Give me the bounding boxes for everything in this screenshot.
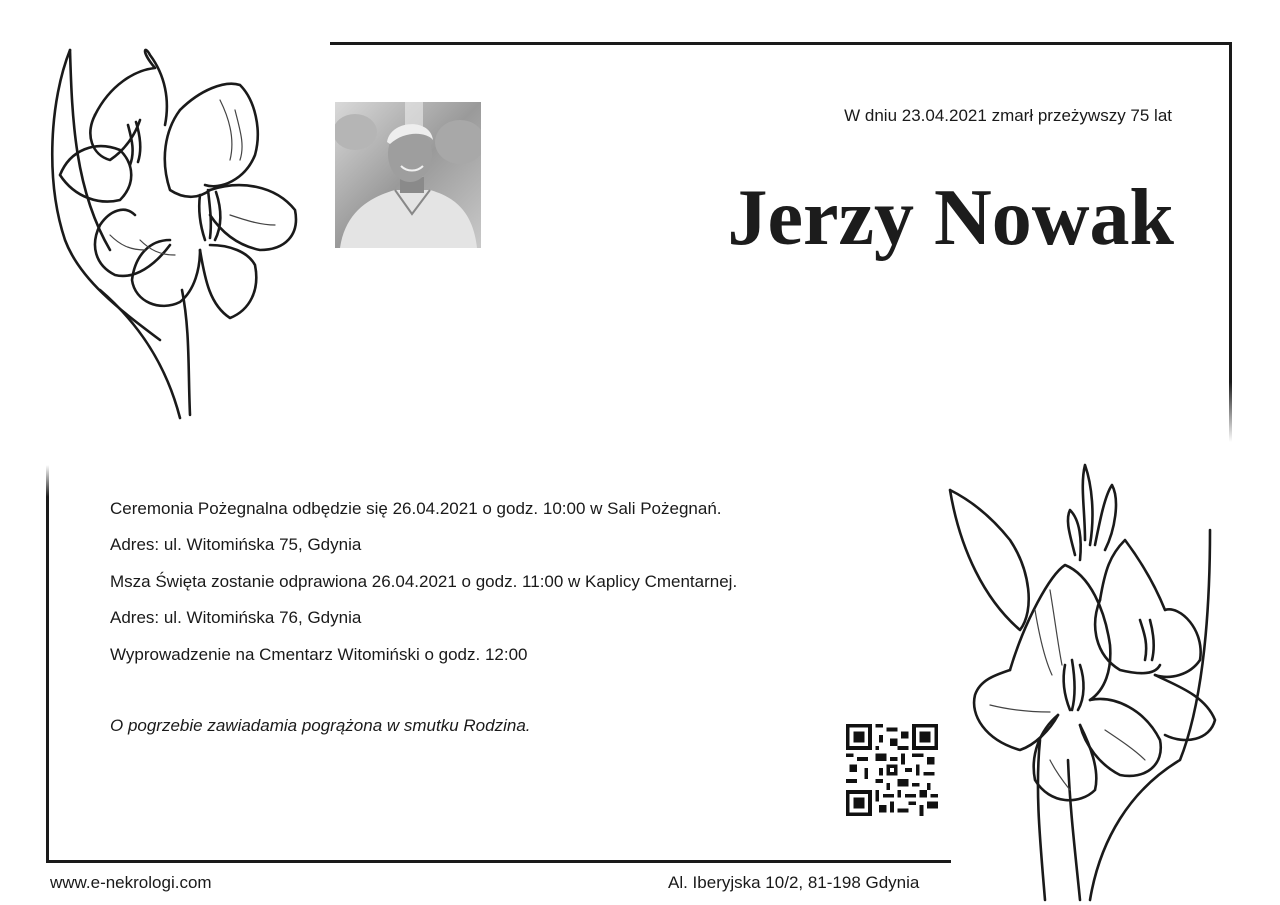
mass-address: Adres: ul. Witomińska 76, Gdynia	[110, 608, 362, 628]
frame-right-line	[1229, 42, 1232, 442]
family-closing-line: O pogrzebie zawiadamia pogrążona w smutku Rodzina.	[110, 716, 531, 735]
qr-code-icon[interactable]	[846, 724, 938, 816]
procession-line: Wyprowadzenie na Cmentarz Witomiński o godz. 12:00	[110, 644, 528, 664]
frame-top-line	[330, 42, 1232, 45]
ceremony-details	[110, 497, 830, 679]
gladiolus-flower-illustration	[940, 460, 1240, 905]
footer-address: Al. Iberyjska 10/2, 81-198 Gdynia	[668, 873, 920, 892]
frame-bottom-line	[46, 860, 951, 863]
footer-website: www.e-nekrologi.com	[50, 873, 212, 892]
mass-line: Msza Święta zostanie odprawiona 26.04.2021 o godz. 11:00 w Kaplicy Cmentarnej.	[110, 571, 738, 591]
death-announcement-line: W dniu 23.04.2021 zmarł przeżywszy 75 lat	[844, 106, 1172, 125]
ceremony-farewell-line: Ceremonia Pożegnalna odbędzie się 26.04.2021 o godz. 10:00 w Sali Pożegnań.	[110, 499, 722, 518]
ceremony-farewell-address: Adres: ul. Witomińska 75, Gdynia	[110, 535, 362, 555]
gladiolus-flower-illustration	[40, 40, 310, 420]
deceased-name: Jerzy Nowak	[727, 174, 1174, 262]
deceased-portrait-photo	[335, 102, 481, 248]
frame-left-line	[46, 465, 49, 863]
